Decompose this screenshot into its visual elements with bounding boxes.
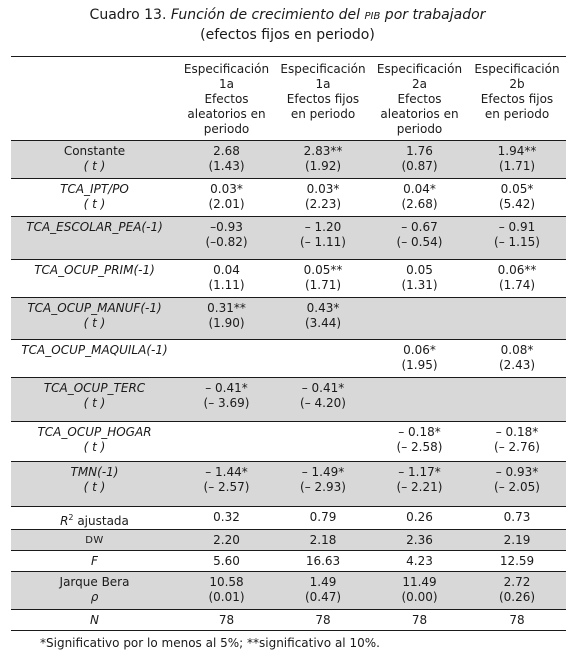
coefficient: 0.04: [213, 263, 240, 277]
statistic: (– 4.20): [300, 396, 346, 410]
statistic: (– 2.58): [396, 440, 443, 454]
coefficient: 78: [509, 613, 525, 627]
row-sublabel: ( t ): [83, 316, 106, 330]
column-header: [178, 57, 275, 141]
coefficient: 10.58: [209, 575, 244, 589]
value-cell: [371, 179, 468, 217]
value-cell: [371, 378, 468, 422]
coefficient: 0.31**: [207, 301, 246, 315]
value-cell: [178, 462, 275, 507]
value-cell: [468, 179, 566, 217]
value-cell: [468, 217, 566, 260]
coefficient: – 0.18*: [495, 425, 539, 439]
row-label: [11, 572, 178, 610]
column-header-line: periodo: [396, 122, 443, 136]
row-label-text: Jarque Bera: [59, 575, 130, 589]
statistic: (–0.82): [205, 235, 248, 249]
value-cell: [468, 422, 566, 462]
coefficient: – 0.67: [401, 220, 438, 234]
column-header-line: aleatorios en: [187, 107, 266, 121]
row-label: [11, 530, 178, 551]
coefficient: 11.49: [402, 575, 437, 589]
coefficient: 0.05: [406, 263, 433, 277]
table-row: [11, 298, 566, 340]
row-label: [11, 378, 178, 422]
column-header-line: Especificación: [376, 62, 463, 76]
statistic: (0.26): [498, 590, 536, 604]
value-cell: [468, 530, 566, 551]
row-label-text: N: [90, 613, 99, 627]
statistic: (3.44): [304, 316, 342, 330]
statistic: (– 2.76): [494, 440, 540, 454]
coefficient: 1.49: [309, 575, 337, 589]
value-cell: [371, 217, 468, 260]
table-row: [11, 217, 566, 260]
row-label-text: TMN(-1): [70, 465, 119, 479]
coefficient: 0.06*: [403, 343, 436, 357]
row-label: [11, 340, 178, 378]
row-sublabel: ( t ): [83, 396, 106, 410]
column-header-line: en periodo: [484, 107, 550, 121]
coefficient: 78: [218, 613, 235, 627]
value-cell: [371, 610, 468, 631]
value-cell: [275, 260, 371, 298]
coefficient: 2.19: [503, 533, 531, 547]
statistic: (2.43): [498, 358, 536, 372]
statistic: (1.71): [304, 278, 342, 292]
statistic: (1.92): [304, 159, 342, 173]
row-sublabel: ( t ): [83, 159, 106, 173]
column-header-line: Efectos: [397, 92, 442, 106]
header-row: [11, 57, 566, 141]
coefficient: – 0.41*: [205, 381, 248, 395]
value-cell: [371, 551, 468, 572]
coefficient: 0.43*: [306, 301, 340, 315]
value-cell: [371, 530, 468, 551]
column-header: [371, 57, 468, 141]
value-cell: [468, 378, 566, 422]
coefficient: –0.93: [210, 220, 243, 234]
value-cell: [178, 422, 275, 462]
table-row: [11, 610, 566, 631]
column-header-line: Especificación: [474, 62, 560, 76]
table-row: [11, 551, 566, 572]
row-sublabel: ( t ): [83, 197, 106, 211]
coefficient: 0.73: [503, 510, 531, 524]
column-header-line: Efectos fijos: [480, 92, 554, 106]
statistic: (– 2.21): [396, 480, 443, 494]
value-cell: [468, 551, 566, 572]
row-label-text: TCA_OCUP_MANUF(-1): [27, 301, 162, 315]
row-label-text: F: [91, 554, 98, 568]
coefficient: – 1.44*: [205, 465, 248, 479]
row-label-text: TCA_OCUP_MAQUILA(-1): [21, 343, 168, 357]
coefficient: – 1.17*: [398, 465, 441, 479]
table-row: [11, 422, 566, 462]
row-label-text: TCA_OCUP_HOGAR: [37, 425, 152, 439]
coefficient: 0.03*: [306, 182, 340, 196]
value-cell: [275, 422, 371, 462]
statistic: (1.74): [498, 278, 536, 292]
value-cell: [275, 179, 371, 217]
row-label-text: Constante: [63, 144, 126, 158]
statistic: (– 2.57): [203, 480, 250, 494]
row-label: [11, 462, 178, 507]
statistic: (1.31): [401, 278, 438, 292]
column-header-line: periodo: [203, 122, 250, 136]
coefficient: 0.04*: [403, 182, 436, 196]
regression-table: [11, 56, 566, 631]
statistic: (– 3.69): [203, 396, 250, 410]
header-stub: [11, 57, 178, 141]
row-sublabel: ( t ): [83, 440, 106, 454]
coefficient: 0.26: [406, 510, 433, 524]
statistic: (2.68): [401, 197, 438, 211]
column-header-line: 1a: [219, 77, 234, 91]
coefficient: 2.72: [503, 575, 531, 589]
coefficient: 4.23: [406, 554, 433, 568]
coefficient: 78: [411, 613, 428, 627]
statistic: (0.87): [401, 159, 438, 173]
coefficient: – 0.41*: [301, 381, 345, 395]
table-row: [11, 378, 566, 422]
statistic: (– 2.93): [300, 480, 346, 494]
value-cell: [371, 298, 468, 340]
table-row: [11, 507, 566, 530]
value-cell: [275, 507, 371, 530]
coefficient: – 1.49*: [301, 465, 345, 479]
coefficient: – 0.18*: [398, 425, 441, 439]
value-cell: [178, 260, 275, 298]
coefficient: 0.05**: [303, 263, 343, 277]
value-cell: [275, 298, 371, 340]
value-cell: [178, 141, 275, 179]
value-cell: [468, 340, 566, 378]
statistic: (0.01): [208, 590, 245, 604]
value-cell: [275, 340, 371, 378]
statistic: (1.43): [208, 159, 245, 173]
footnote: *Significativo por lo menos al 5%; **significativo al 10%.: [40, 636, 380, 650]
statistic: (0.00): [401, 590, 438, 604]
table-row: [11, 179, 566, 217]
statistic: (0.47): [304, 590, 342, 604]
value-cell: [178, 507, 275, 530]
coefficient: 2.83**: [303, 144, 343, 158]
value-cell: [371, 260, 468, 298]
value-cell: [371, 507, 468, 530]
coefficient: – 0.93*: [495, 465, 539, 479]
statistic: (– 1.15): [494, 235, 540, 249]
row-label-text: TCA_OCUP_PRIM(-1): [34, 263, 155, 277]
table-row: [11, 462, 566, 507]
coefficient: 0.08*: [500, 343, 534, 357]
table-row: [11, 141, 566, 179]
value-cell: [275, 217, 371, 260]
row-sublabel: ( t ): [83, 480, 106, 494]
column-header-line: Especificación: [183, 62, 270, 76]
value-cell: [371, 462, 468, 507]
row-label: [11, 610, 178, 631]
value-cell: [275, 610, 371, 631]
coefficient: 2.68: [213, 144, 240, 158]
row-label: [11, 551, 178, 572]
coefficient: 12.59: [499, 554, 535, 568]
value-cell: [178, 340, 275, 378]
value-cell: [468, 610, 566, 631]
column-header-line: Efectos: [204, 92, 249, 106]
value-cell: [275, 551, 371, 572]
row-label: [11, 179, 178, 217]
column-header: [468, 57, 566, 141]
row-label: [11, 141, 178, 179]
row-sublabel: ρ: [90, 590, 99, 604]
table-body: [11, 141, 566, 631]
coefficient: 16.63: [305, 554, 341, 568]
row-label: [11, 217, 178, 260]
value-cell: [178, 217, 275, 260]
statistic: (1.11): [208, 278, 245, 292]
row-label-text: TCA_IPT/PO: [60, 182, 129, 196]
row-label: [11, 422, 178, 462]
value-cell: [371, 141, 468, 179]
coefficient: 1.94**: [497, 144, 537, 158]
coefficient: 2.18: [309, 533, 337, 547]
value-cell: [275, 530, 371, 551]
statistic: (– 1.11): [300, 235, 346, 249]
statistic: (2.01): [208, 197, 245, 211]
value-cell: [178, 378, 275, 422]
value-cell: [468, 462, 566, 507]
title-line-2: (efectos fijos en periodo): [200, 27, 375, 43]
value-cell: [371, 422, 468, 462]
column-header: [275, 57, 371, 141]
column-header-line: en periodo: [290, 107, 356, 121]
row-label-text: $R^2$ ajustada: [60, 513, 129, 528]
table-title: [0, 6, 575, 44]
value-cell: [468, 298, 566, 340]
statistic: (2.23): [304, 197, 342, 211]
statistic: (1.90): [208, 316, 245, 330]
value-cell: [178, 551, 275, 572]
statistic: (5.42): [498, 197, 536, 211]
coefficient: 2.20: [213, 533, 240, 547]
column-header-line: Efectos fijos: [286, 92, 360, 106]
row-label-text: DW: [85, 535, 104, 546]
value-cell: [468, 141, 566, 179]
coefficient: 2.36: [406, 533, 433, 547]
title-line-1: Cuadro 13. Función de crecimiento del PIB por trabajador: [89, 7, 486, 23]
statistic: (– 0.54): [396, 235, 443, 249]
column-header-line: 2a: [412, 77, 427, 91]
statistic: (1.71): [498, 159, 536, 173]
value-cell: [178, 298, 275, 340]
value-cell: [275, 462, 371, 507]
value-cell: [275, 378, 371, 422]
coefficient: 0.32: [213, 510, 240, 524]
value-cell: [178, 179, 275, 217]
value-cell: [371, 572, 468, 610]
coefficient: 78: [315, 613, 331, 627]
column-header-line: aleatorios en: [380, 107, 459, 121]
column-header-line: Especificación: [280, 62, 366, 76]
table-row: [11, 260, 566, 298]
statistic: (1.95): [401, 358, 438, 372]
value-cell: [178, 530, 275, 551]
coefficient: 0.05*: [500, 182, 534, 196]
row-label-text: TCA_OCUP_TERC: [43, 381, 146, 395]
row-label: [11, 260, 178, 298]
value-cell: [275, 572, 371, 610]
row-label: [11, 507, 178, 530]
column-header-line: 2b: [509, 77, 525, 91]
table-row: [11, 572, 566, 610]
row-label-text: TCA_ESCOLAR_PEA(-1): [26, 220, 163, 234]
value-cell: [371, 340, 468, 378]
statistic: (– 2.05): [494, 480, 540, 494]
coefficient: 1.76: [406, 144, 433, 158]
coefficient: 0.79: [309, 510, 337, 524]
coefficient: 5.60: [213, 554, 240, 568]
coefficient: – 1.20: [304, 220, 342, 234]
value-cell: [178, 610, 275, 631]
coefficient: 0.03*: [210, 182, 243, 196]
column-header-line: 1a: [315, 77, 331, 91]
value-cell: [468, 260, 566, 298]
value-cell: [468, 572, 566, 610]
coefficient: – 0.91: [498, 220, 536, 234]
table-row: [11, 530, 566, 551]
value-cell: [275, 141, 371, 179]
value-cell: [178, 572, 275, 610]
table-row: [11, 340, 566, 378]
row-label: [11, 298, 178, 340]
value-cell: [468, 507, 566, 530]
coefficient: 0.06**: [497, 263, 537, 277]
